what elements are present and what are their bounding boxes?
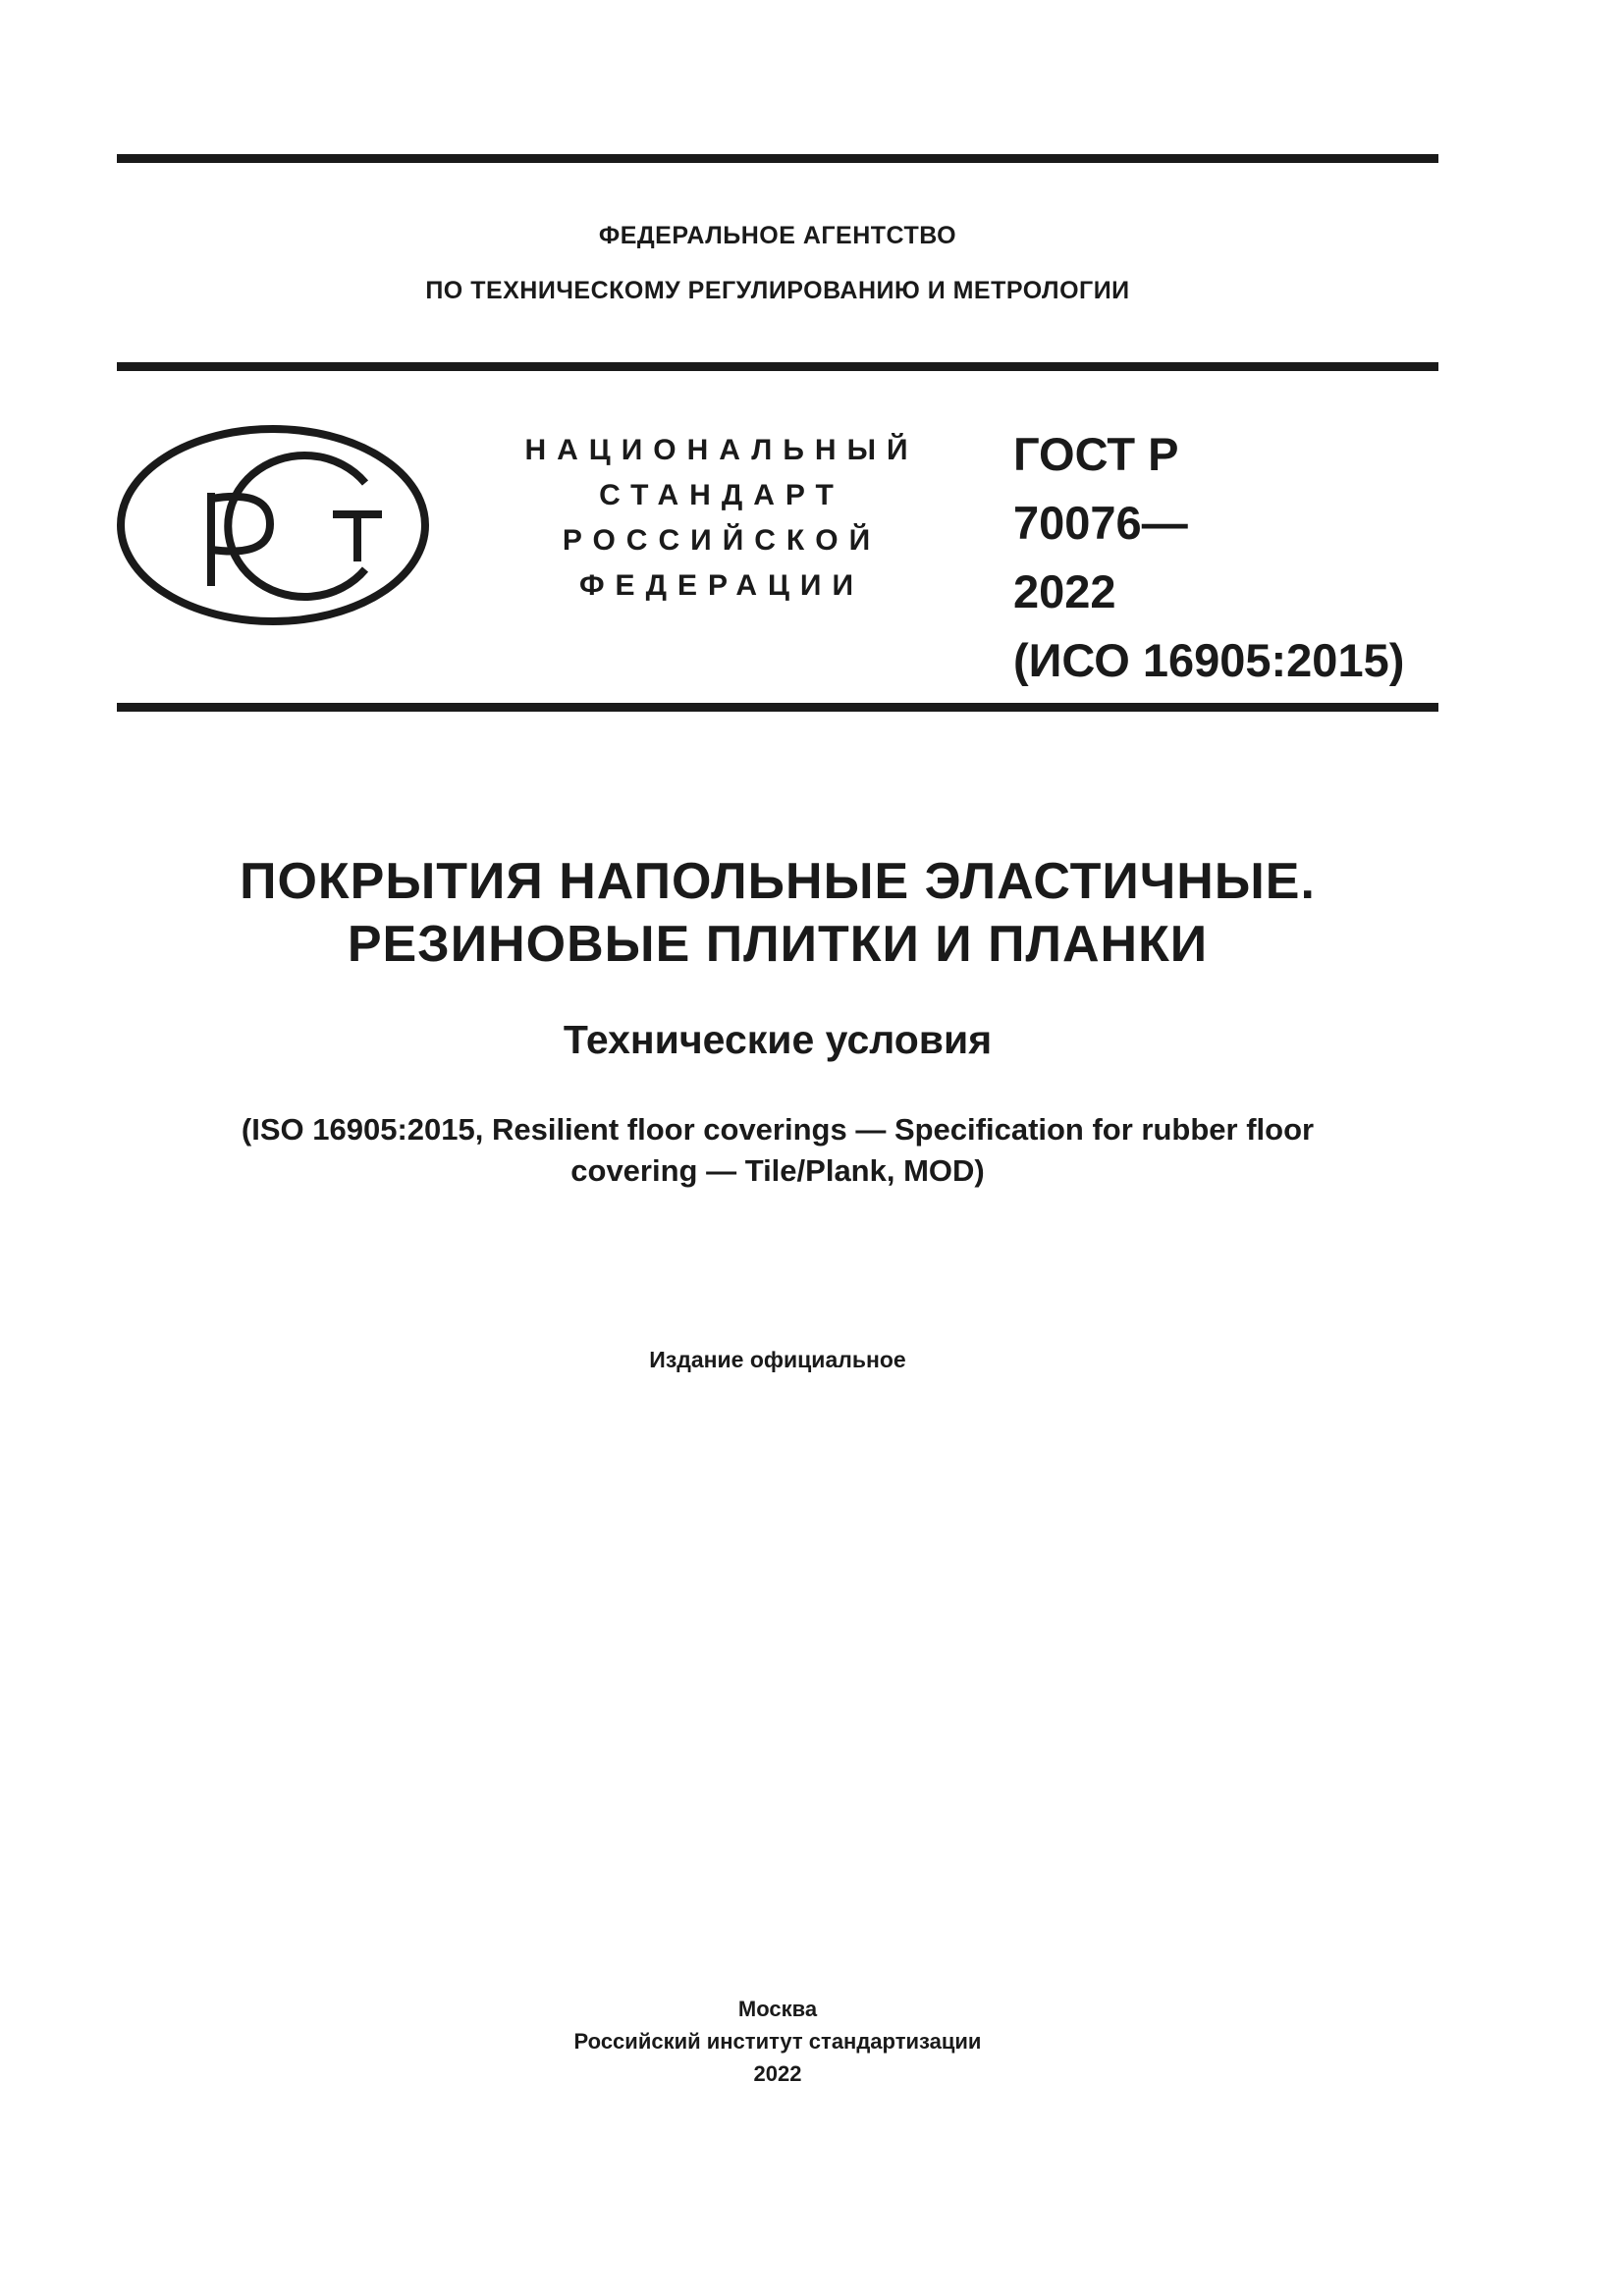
agency-line-1: ФЕДЕРАЛЬНОЕ АГЕНТСТВО — [598, 222, 957, 249]
title-line-1: ПОКРЫТИЯ НАПОЛЬНЫЕ ЭЛАСТИЧНЫЕ. — [240, 853, 1316, 910]
original-standard-reference — [117, 1109, 1438, 1192]
designation-line-1: ГОСТ Р — [1013, 428, 1179, 480]
original-line-2: covering — Tile/Plank, MOD) — [570, 1153, 985, 1188]
standard-designation — [1013, 420, 1445, 695]
title-line-2: РЕЗИНОВЫЕ ПЛИТКИ И ПЛАНКИ — [347, 916, 1209, 973]
top-rule — [117, 154, 1438, 163]
designation-line-2: 70076— — [1013, 497, 1188, 549]
original-line-1: (ISO 16905:2015, Resilient floor coverings — Specification for rubber floor — [241, 1112, 1315, 1147]
national-standard-line-4: ФЕДЕРАЦИИ — [578, 569, 865, 602]
agency-line-2: ПО ТЕХНИЧЕСКОМУ РЕГУЛИРОВАНИЮ И МЕТРОЛОГИИ — [425, 277, 1130, 304]
agency-divider-rule — [117, 362, 1438, 371]
national-standard-line-1: НАЦИОНАЛЬНЫЙ — [524, 434, 919, 466]
rst-logo-icon — [115, 424, 431, 626]
imprint — [117, 1993, 1438, 2090]
imprint-year: 2022 — [753, 2061, 802, 2086]
imprint-publisher: Российский институт стандартизации — [573, 2029, 982, 2054]
national-standard-line-2: СТАНДАРТ — [599, 479, 844, 511]
document-title — [117, 850, 1438, 976]
edition-label: Издание официальное — [649, 1347, 906, 1372]
imprint-city: Москва — [737, 1997, 818, 2021]
national-standard-line-3: РОССИЙСКОЙ — [562, 524, 882, 557]
header-bottom-rule — [117, 703, 1438, 712]
designation-line-4: (ИСО 16905:2015) — [1013, 634, 1405, 686]
national-standard-label — [491, 428, 952, 609]
designation-line-3: 2022 — [1013, 565, 1116, 617]
document-subtitle: Технические условия — [563, 1017, 993, 1062]
